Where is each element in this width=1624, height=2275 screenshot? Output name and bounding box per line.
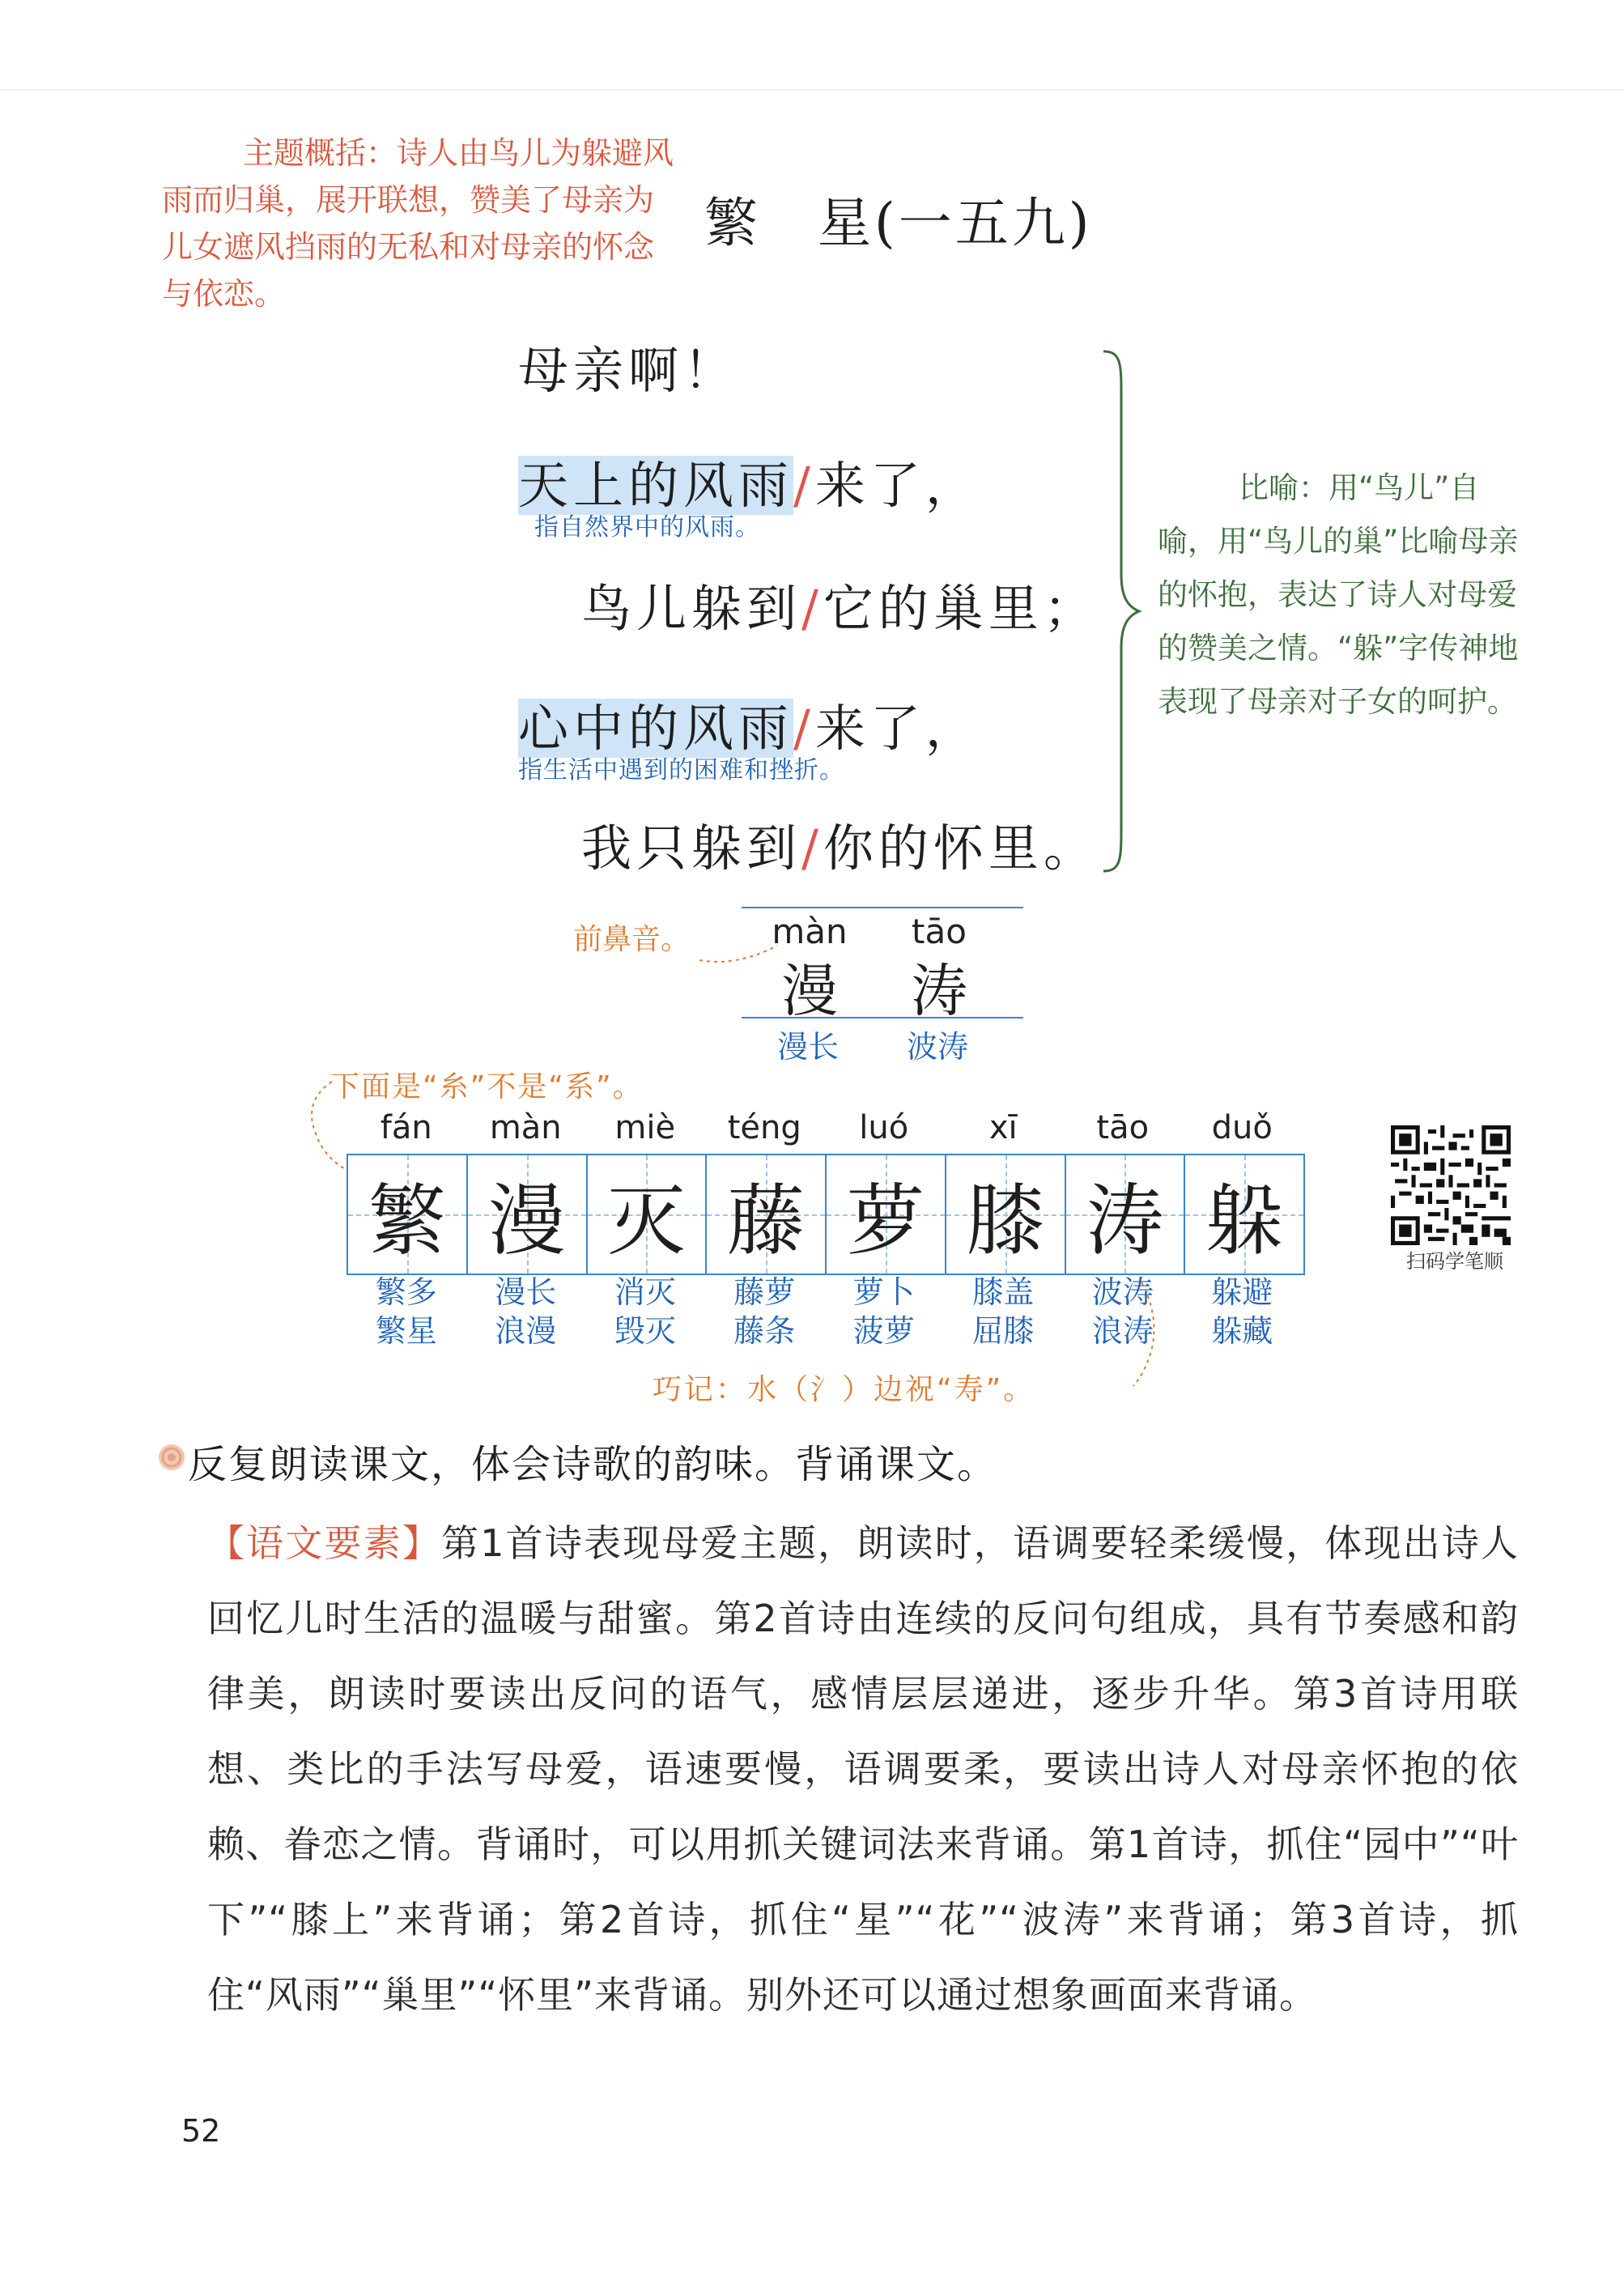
grid-pinyin: luó xyxy=(859,1109,909,1146)
grid-char: 涛 xyxy=(1086,1175,1164,1266)
pause-mark: / xyxy=(801,819,823,878)
grid-char: 繁 xyxy=(368,1175,446,1266)
vocab-pinyin-1: màn xyxy=(772,912,848,951)
qr-caption: 扫码学笔顺 xyxy=(1406,1250,1503,1273)
title-rest: 星(一五九) xyxy=(818,192,1093,254)
vocab-char-1: 漫 xyxy=(781,958,838,1024)
grid-cell xyxy=(348,1155,468,1274)
poem-line-3: 鸟儿躲到/它的巢里； xyxy=(581,579,1099,638)
top-divider xyxy=(0,89,1624,91)
grid-cell xyxy=(468,1155,588,1274)
annotation-heart-rain: 指生活中遇到的困难和挫折。 xyxy=(518,756,844,785)
grid-pinyin: miè xyxy=(614,1109,676,1146)
exercise-instruction: 反复朗读课文，体会诗歌的韵味。背诵课文。 xyxy=(188,1442,998,1487)
qr-code-icon[interactable] xyxy=(1391,1125,1511,1245)
vocab-top-rule xyxy=(742,907,1023,908)
grid-pinyin: màn xyxy=(489,1109,562,1146)
grid-cell xyxy=(1066,1155,1186,1274)
grid-pinyin: tāo xyxy=(1096,1109,1150,1146)
grid-pinyin: fán xyxy=(380,1109,432,1146)
annotation-sky-rain: 指自然界中的风雨。 xyxy=(534,513,760,542)
pause-mark: / xyxy=(801,579,823,638)
word-pair: 消灭 毁灭 xyxy=(614,1274,676,1349)
grid-pinyin: duǒ xyxy=(1211,1109,1273,1146)
poem-line-4-rest: 来了， xyxy=(814,699,980,758)
grid-char: 灭 xyxy=(607,1175,686,1266)
pause-mark: / xyxy=(793,456,815,515)
grid-char: 漫 xyxy=(487,1175,566,1266)
grid-cell xyxy=(707,1155,827,1274)
dotted-tip-curve-icon xyxy=(1117,1279,1166,1393)
word-pair: 藤萝 藤条 xyxy=(733,1274,796,1349)
grid-cell xyxy=(588,1155,708,1274)
highlight-heart-rain: 心中的风雨 xyxy=(518,699,794,758)
nasal-note: 前鼻音。 xyxy=(573,923,691,956)
vocab-pinyin-2: tāo xyxy=(912,912,967,951)
word-pair: 躲避 躲藏 xyxy=(1211,1274,1273,1349)
poem-line-1: 母亲啊！ xyxy=(518,341,739,400)
grid-pinyin: xī xyxy=(988,1109,1018,1146)
vocab-char-2: 涛 xyxy=(911,958,967,1024)
vocab-word-1: 漫长 xyxy=(777,1029,840,1065)
language-elements-text: 第1首诗表现母爱主题，朗读时，语调要轻柔缓慢，体现出诗人回忆儿时生活的温暖与甜蜜。第2首诗由连续的反问句组成，具有节奏感和韵律美，朗读时要读出反问的语气，感情层层递进，逐步升华。第3首诗用联想、类比的手法写母爱，语速要慢，语调要柔，要读出诗人对母亲怀抱的依赖、眷恋之情。背诵时，可以用抓关键词法来背诵。第1首诗，抓住“园中”“叶下”“膝上”来背诵；第2首诗，抓住“星”“花”“波涛”来背诵；第3首诗，抓住“风雨”“巢里”“怀里”来背诵。别外还可以通过想象画面来背诵。 xyxy=(207,1521,1519,2017)
grid-char: 萝 xyxy=(846,1175,925,1266)
poem-line-2-rest: 来了， xyxy=(814,456,980,515)
grid-char: 膝 xyxy=(966,1175,1044,1266)
highlight-sky-rain: 天上的风雨 xyxy=(518,456,794,515)
grid-pinyin-row xyxy=(346,1109,1302,1146)
word-pair: 膝盖 屈膝 xyxy=(972,1274,1035,1349)
grid-char: 藤 xyxy=(727,1175,806,1266)
metaphor-note: 比喻：用“鸟儿”自喻，用“鸟儿的巢”比喻母亲的怀抱，表达了诗人对母爱的赞美之情。“躲”字传神地表现了母亲对子女的呵护。 xyxy=(1158,470,1519,719)
word-pair: 繁多 繁星 xyxy=(375,1274,437,1349)
theme-summary-note: 主题概括：诗人由鸟儿为躲避风雨而归巢，展开联想，赞美了母亲为儿女遮风挡雨的无私和对母亲的怀念与依恋。 xyxy=(162,135,674,312)
grid-cell xyxy=(946,1155,1066,1274)
right-brace-icon xyxy=(1097,348,1146,874)
grid-pinyin: téng xyxy=(727,1109,801,1146)
grid-char: 躲 xyxy=(1205,1175,1284,1266)
page-number: 52 xyxy=(181,2113,221,2149)
poem-line-5: 我只躲到/你的怀里。 xyxy=(581,819,1099,878)
memory-tip: 巧记：水（氵）边祝“寿”。 xyxy=(653,1373,1035,1406)
exercise-bullet-icon xyxy=(157,1443,186,1472)
radical-note: 下面是“糸”不是“系”。 xyxy=(330,1070,644,1103)
word-pair: 波涛 浪涛 xyxy=(1091,1274,1154,1349)
poem-title xyxy=(704,180,1093,257)
character-grid xyxy=(346,1154,1305,1275)
language-elements-label: 【语文要素】 xyxy=(207,1521,442,1565)
grid-cell xyxy=(827,1155,946,1274)
pause-mark: / xyxy=(793,699,815,758)
word-pair: 漫长 浪漫 xyxy=(495,1274,557,1349)
vocab-word-2: 波涛 xyxy=(907,1029,969,1065)
word-pair: 萝卜 菠萝 xyxy=(852,1274,915,1349)
grid-cell xyxy=(1185,1155,1303,1274)
language-elements-paragraph xyxy=(207,1506,1519,2033)
title-main: 繁 xyxy=(704,192,761,254)
